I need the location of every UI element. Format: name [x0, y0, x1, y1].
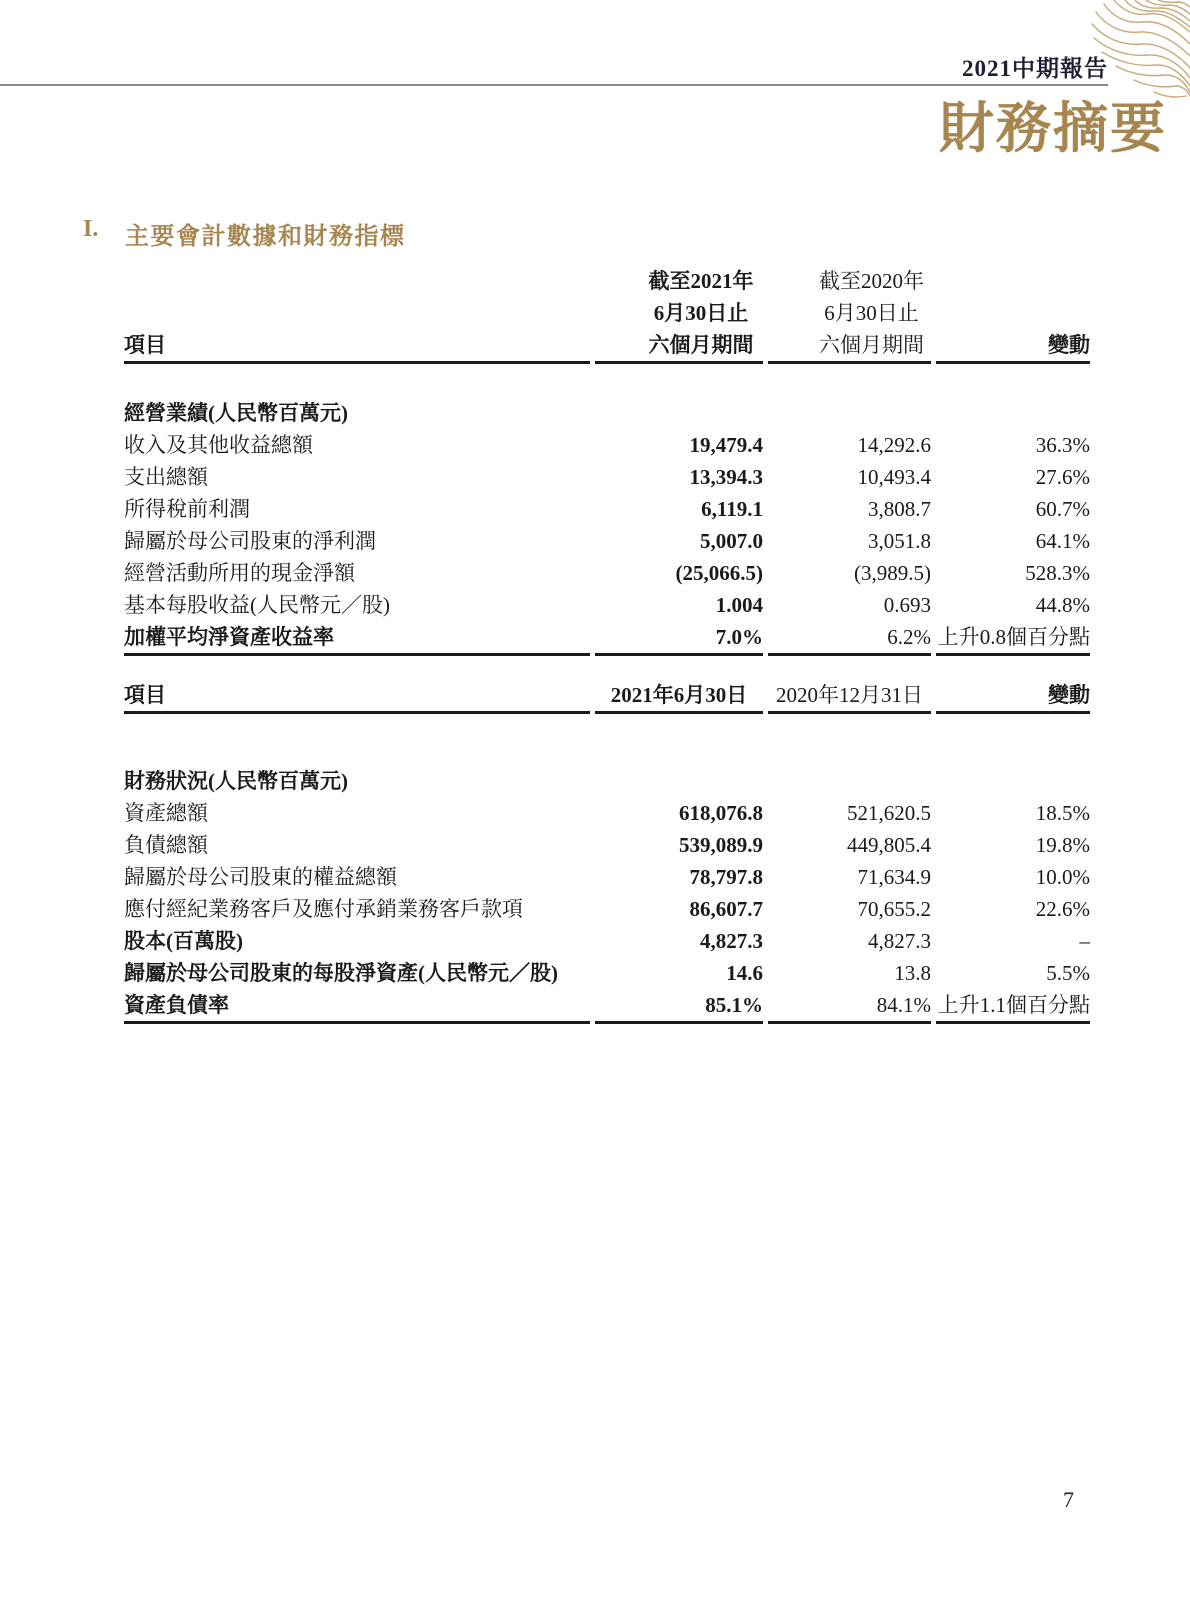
- row-change: 5.5%: [1046, 961, 1090, 985]
- row-change: 60.7%: [1035, 497, 1090, 521]
- table-row: [124, 557, 1090, 589]
- row-value-current: [595, 714, 763, 797]
- table-row: [124, 989, 1090, 1024]
- row-change: 44.8%: [1035, 593, 1090, 617]
- row-label: 股本(百萬股): [124, 929, 243, 953]
- row-value-prior: [768, 714, 931, 797]
- row-value-current: 7.0%: [595, 621, 763, 656]
- row-value-prior: 70,655.2: [857, 897, 931, 921]
- row-value-prior: 13.8: [894, 961, 931, 985]
- row-value-current: [595, 364, 763, 429]
- row-value-prior: 0.693: [883, 593, 931, 617]
- row-change: –: [1079, 929, 1090, 953]
- table-row: [124, 714, 1090, 797]
- page-number: 7: [1063, 1487, 1074, 1512]
- row-value-current: 85.1%: [595, 989, 763, 1024]
- row-change: 19.8%: [1035, 833, 1090, 857]
- row-value-prior: 84.1%: [768, 989, 931, 1024]
- row-label: 應付經紀業務客戶及應付承銷業務客戶款項: [124, 897, 523, 921]
- row-label: 經營活動所用的現金淨額: [124, 561, 355, 585]
- table-row: [124, 925, 1090, 957]
- row-change: 上升0.8個百分點: [936, 621, 1090, 656]
- row-value-prior: 71,634.9: [857, 865, 931, 889]
- table-row: [124, 493, 1090, 525]
- header-row: [124, 297, 1090, 329]
- col-header-current: 2021年6月30日: [595, 660, 763, 714]
- col-header-prior-1: 截至2020年: [819, 269, 924, 293]
- row-change: [936, 714, 1090, 797]
- row-value-prior: 3,808.7: [868, 497, 931, 521]
- row-value-current: 86,607.7: [689, 897, 763, 921]
- section-numeral: I.: [83, 216, 99, 242]
- table-row: [124, 364, 1090, 429]
- row-value-current: 19,479.4: [689, 433, 763, 457]
- item-column-header: 項目: [124, 660, 590, 714]
- table-row: [124, 525, 1090, 557]
- row-change: 22.6%: [1035, 897, 1090, 921]
- row-label: 支出總額: [124, 465, 208, 489]
- row-label: 負債總額: [124, 833, 208, 857]
- row-change: 36.3%: [1035, 433, 1090, 457]
- row-value-prior: 14,292.6: [857, 433, 931, 457]
- row-value-prior: 3,051.8: [868, 529, 931, 553]
- row-value-prior: 4,827.3: [868, 929, 931, 953]
- col-header-current-2: 6月30日止: [653, 301, 749, 325]
- change-column-header: 變動: [936, 660, 1090, 714]
- row-change: 18.5%: [1035, 801, 1090, 825]
- table-row: [124, 461, 1090, 493]
- section-heading: [83, 216, 406, 251]
- table-row: [124, 429, 1090, 461]
- header-row: [124, 265, 1090, 297]
- row-value-prior: 521,620.5: [847, 801, 931, 825]
- row-change: 27.6%: [1035, 465, 1090, 489]
- page-title: 財務摘要: [938, 98, 1167, 159]
- row-label: 所得稅前利潤: [124, 497, 250, 521]
- table-row: [124, 797, 1090, 829]
- row-value-current: 539,089.9: [679, 833, 763, 857]
- col-header-current-1: 截至2021年: [648, 269, 754, 293]
- row-label: 收入及其他收益總額: [124, 433, 313, 457]
- operating-results-table: [119, 265, 1095, 656]
- col-header-prior-2: 6月30日止: [824, 301, 919, 325]
- table-row: [124, 957, 1090, 989]
- report-header: 2021中期報告: [962, 56, 1108, 81]
- row-value-current: 618,076.8: [679, 801, 763, 825]
- row-label: 歸屬於母公司股東的每股淨資產(人民幣元／股): [124, 961, 558, 985]
- row-value-prior: (3,989.5): [854, 561, 931, 585]
- row-value-current: 5,007.0: [700, 529, 763, 553]
- row-value-current: 78,797.8: [689, 865, 763, 889]
- row-label: 資產負債率: [124, 989, 590, 1024]
- row-value-prior: 449,805.4: [847, 833, 931, 857]
- row-label: 基本每股收益(人民幣元／股): [124, 593, 390, 617]
- section-heading-text: 主要會計數據和財務指標: [125, 224, 406, 250]
- row-value-current: (25,066.5): [675, 561, 763, 585]
- header-divider: [0, 84, 1108, 86]
- row-value-current: 13,394.3: [689, 465, 763, 489]
- row-value-current: 6,119.1: [701, 497, 763, 521]
- row-value-prior: 6.2%: [768, 621, 931, 656]
- row-label: 財務狀況(人民幣百萬元): [124, 769, 348, 793]
- change-column-header: 變動: [936, 329, 1090, 364]
- row-value-prior: [768, 364, 931, 429]
- financial-position-table: [119, 660, 1095, 1024]
- table-row: [124, 893, 1090, 925]
- row-change: 64.1%: [1035, 529, 1090, 553]
- col-header-prior: 2020年12月31日: [768, 660, 931, 714]
- row-label: 加權平均淨資產收益率: [124, 621, 590, 656]
- row-label: 經營業績(人民幣百萬元): [124, 401, 348, 425]
- table-row: [124, 621, 1090, 656]
- row-change: 528.3%: [1025, 561, 1090, 585]
- table-row: [124, 829, 1090, 861]
- header-row: [124, 660, 1090, 714]
- col-header-current-3: 六個月期間: [595, 329, 763, 364]
- row-value-current: 4,827.3: [700, 929, 763, 953]
- table-row: [124, 589, 1090, 621]
- row-change: [936, 364, 1090, 429]
- row-label: 歸屬於母公司股東的權益總額: [124, 865, 397, 889]
- item-column-header: 項目: [124, 329, 590, 364]
- row-value-prior: 10,493.4: [857, 465, 931, 489]
- table-row: [124, 861, 1090, 893]
- row-label: 歸屬於母公司股東的淨利潤: [124, 529, 376, 553]
- header-row: [124, 329, 1090, 364]
- row-label: 資產總額: [124, 801, 208, 825]
- row-value-current: 14.6: [726, 961, 763, 985]
- row-value-current: 1.004: [715, 593, 763, 617]
- col-header-prior-3: 六個月期間: [768, 329, 931, 364]
- row-change: 上升1.1個百分點: [936, 989, 1090, 1024]
- row-change: 10.0%: [1035, 865, 1090, 889]
